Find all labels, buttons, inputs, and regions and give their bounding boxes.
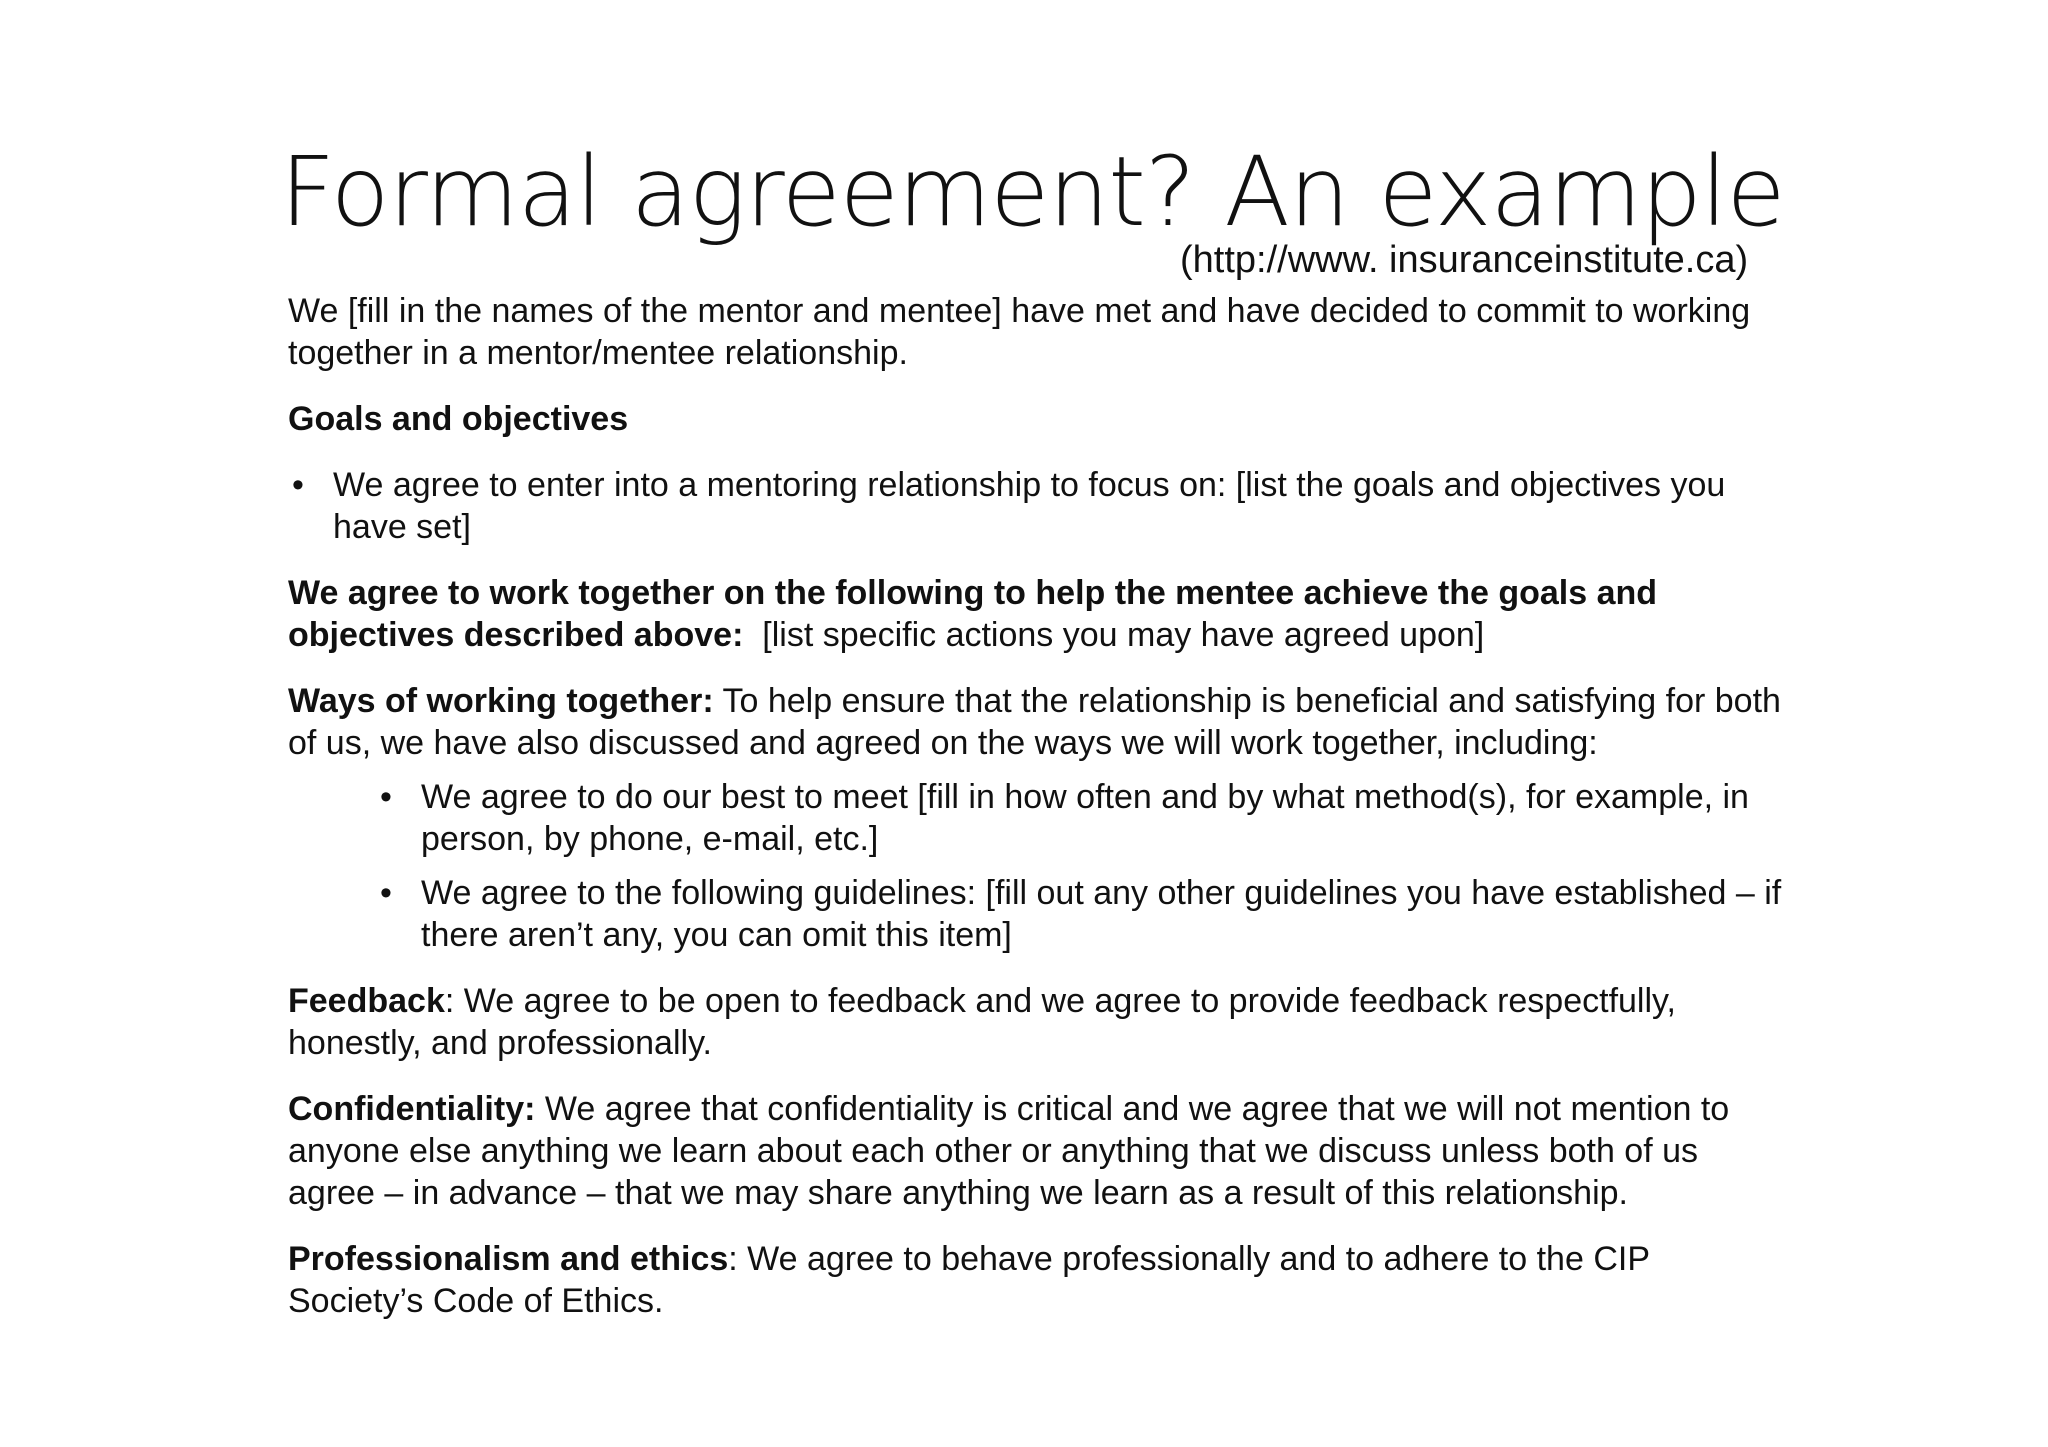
ways-text: To help ensure that the relationship is beneficial and satisfying for both of us, we have also discussed and agreed on the ways we will work together, including:: [288, 682, 1781, 762]
professionalism-paragraph: [288, 1238, 1788, 1322]
source-url: (http://www. insuranceinstitute.ca): [1180, 239, 1749, 281]
ways-label: Ways of working together:: [288, 682, 714, 720]
feedback-text: : We agree to be open to feedback and we agree to provide feedback respectfully, honestly, and professionally.: [288, 982, 1676, 1062]
professionalism-text: : We agree to behave professionally and to adhere to the CIP Society’s Code of Ethics.: [288, 1240, 1650, 1320]
goals-list: [288, 464, 1788, 548]
goals-list-item-text: We agree to enter into a mentoring relationship to focus on: [list the goals and objectives you have set]: [333, 466, 1726, 546]
goals-list-item: [288, 464, 1788, 548]
work-together-paragraph: [288, 572, 1788, 656]
confidentiality-text: We agree that confidentiality is critical and we agree that we will not mention to anyone else anything we learn about each other or anything that we discuss unless both of us agree – in advance – that we may share anything we learn as a result of this relationship.: [288, 1090, 1730, 1212]
goals-heading-text: Goals and objectives: [288, 400, 629, 438]
ways-list-item: [376, 776, 1788, 860]
feedback-paragraph: [288, 980, 1788, 1064]
goals-heading: [288, 398, 1788, 440]
intro-paragraph: We [fill in the names of the mentor and mentee] have met and have decided to commit to working together in a mentor/mentee relationship.: [288, 292, 1751, 372]
bullet-icon: •: [380, 778, 392, 816]
ways-list-item-text: We agree to do our best to meet [fill in how often and by what method(s), for example, in person, by phone, e-mail, etc.]: [421, 778, 1749, 858]
ways-list-item-text: We agree to the following guidelines: [fill out any other guidelines you have established – if there aren’t any, you can omit this item]: [421, 874, 1782, 954]
bullet-icon: •: [380, 874, 392, 912]
work-together-label: We agree to work together on the following to help the mentee achieve the goals and objectives described above:: [288, 574, 1658, 654]
bullet-icon: •: [292, 466, 304, 504]
work-together-text: [list specific actions you may have agreed upon]: [743, 616, 1485, 654]
ways-list: [376, 776, 1788, 956]
ways-paragraph: [288, 680, 1788, 764]
feedback-label: Feedback: [288, 982, 445, 1020]
ways-list-item: [376, 872, 1788, 956]
slide-title: Formal agreement? An example: [280, 136, 1785, 248]
slide-body: [288, 290, 1788, 1346]
confidentiality-label: Confidentiality:: [288, 1090, 536, 1128]
confidentiality-paragraph: [288, 1088, 1788, 1214]
professionalism-label: Professionalism and ethics: [288, 1240, 729, 1278]
